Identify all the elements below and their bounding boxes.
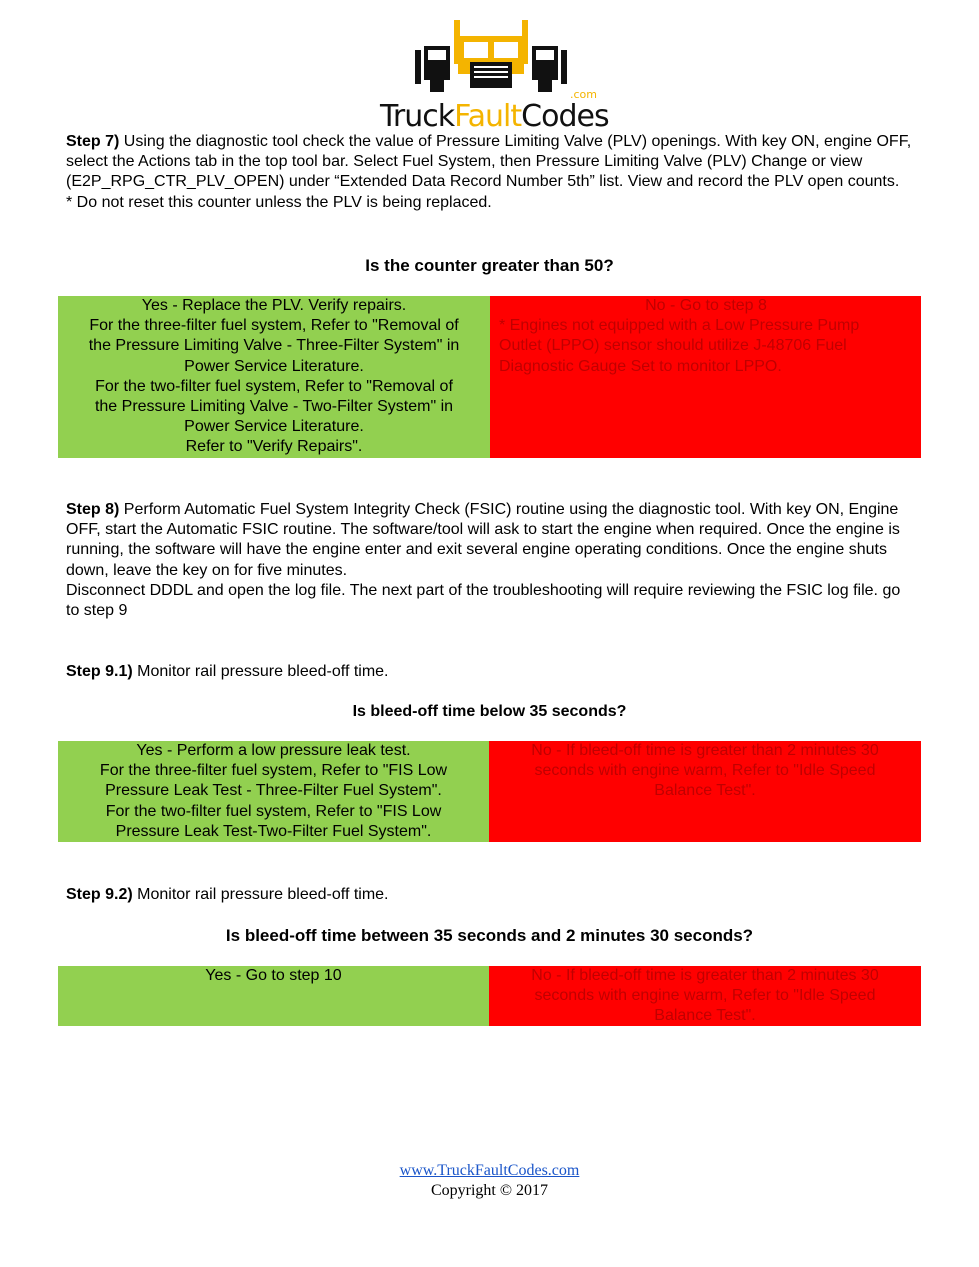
step-7-note: * Do not reset this counter unless the PLV is being replaced. (66, 193, 492, 211)
step-9-1-paragraph (66, 662, 916, 682)
step-9-1-text: Monitor rail pressure bleed-off time. (132, 663, 389, 680)
logo-suffix: .com (570, 88, 597, 101)
step-9-2-text: Monitor rail pressure bleed-off time. (132, 886, 389, 903)
question-bleed-off-below: Is bleed-off time below 35 seconds? (352, 703, 627, 720)
step-9-2-paragraph (66, 885, 916, 905)
step-9-2-label: Step 9.2) (66, 886, 133, 903)
copyright-text: Copyright © 2017 (430, 1182, 549, 1199)
question-bleed-off-between: Is bleed-off time between 35 seconds and 2 minutes 30 seconds? (225, 926, 754, 945)
step-9-1-label: Step 9.1) (66, 663, 133, 680)
step-7-text: Using the diagnostic tool check the value of Pressure Limiting Valve (PLV) openings. With key ON, engine OFF, select the Actions tab in the top tool bar. Select Fuel System, then Pressure Limiting Valve (PLV) Change or view (E2P_RPG_CTR_PLV_OPEN) under “Extended Data Record Number 5th” list. View and record the PLV open counts. (66, 133, 912, 191)
decision-table-1 (58, 296, 921, 458)
footer (0, 1161, 979, 1201)
yes-cell: Yes - Perform a low pressure leak test. For the three-filter fuel system, Refer to "FIS Low Pressure Leak Test - Three-Filter Fuel System". For the two-filter fuel system, Refer to "FIS Low Pressure Leak Test-Two-Filter Fuel System". (58, 741, 489, 842)
step-7-paragraph (66, 132, 916, 213)
step-8-text: Perform Automatic Fuel System Integrity Check (FSIC) routine using the diagnostic tool. With key ON, Engine OFF, start the Automatic FSIC routine. The software/tool will ask to start the engine when required. Once the engine is running, the software will have the engine enter and exit several engine operating conditions. Once the engine shuts down, leave the key on for five minutes. (66, 501, 900, 579)
truck-front-icon (410, 20, 572, 92)
step-7-label: Step 7) (66, 133, 120, 150)
footer-link[interactable]: www.TruckFaultCodes.com (399, 1162, 580, 1179)
decision-table-3 (58, 966, 921, 1026)
logo-wordmark: TruckFaultCodes (380, 99, 609, 134)
step-8-label: Step 8) (66, 501, 120, 518)
step-8-text-2: Disconnect DDDL and open the log file. The next part of the troubleshooting will require reviewing the FSIC log file. go to step 9 (66, 581, 901, 620)
no-cell: No - If bleed-off time is greater than 2 minutes 30 seconds with engine warm, Refer to "Idle Speed Balance Test". (489, 966, 921, 1026)
question-counter: Is the counter greater than 50? (365, 256, 614, 275)
truckfaultcodes-logo (380, 20, 609, 134)
no-cell: No - Go to step 8 * Engines not equipped with a Low Pressure Pump Outlet (LPPO) sensor should utilize J-48706 Fuel Diagnostic Gauge Set to monitor LPPO. (490, 296, 921, 458)
yes-cell: Yes - Go to step 10 (58, 966, 489, 1026)
decision-table-2 (58, 741, 921, 842)
yes-cell: Yes - Replace the PLV. Verify repairs. For the three-filter fuel system, Refer to "Removal of the Pressure Limiting Valve - Three-Filter System" in Power Service Literature. For the two-filter fuel system, Refer to "Removal of the Pressure Limiting Valve - Two-Filter System" in Power Service Literature. Refer to "Verify Repairs". (58, 296, 490, 458)
no-cell: No - If bleed-off time is greater than 2 minutes 30 seconds with engine warm, Refer to "Idle Speed Balance Test". (489, 741, 921, 842)
step-8-paragraph (66, 500, 916, 621)
